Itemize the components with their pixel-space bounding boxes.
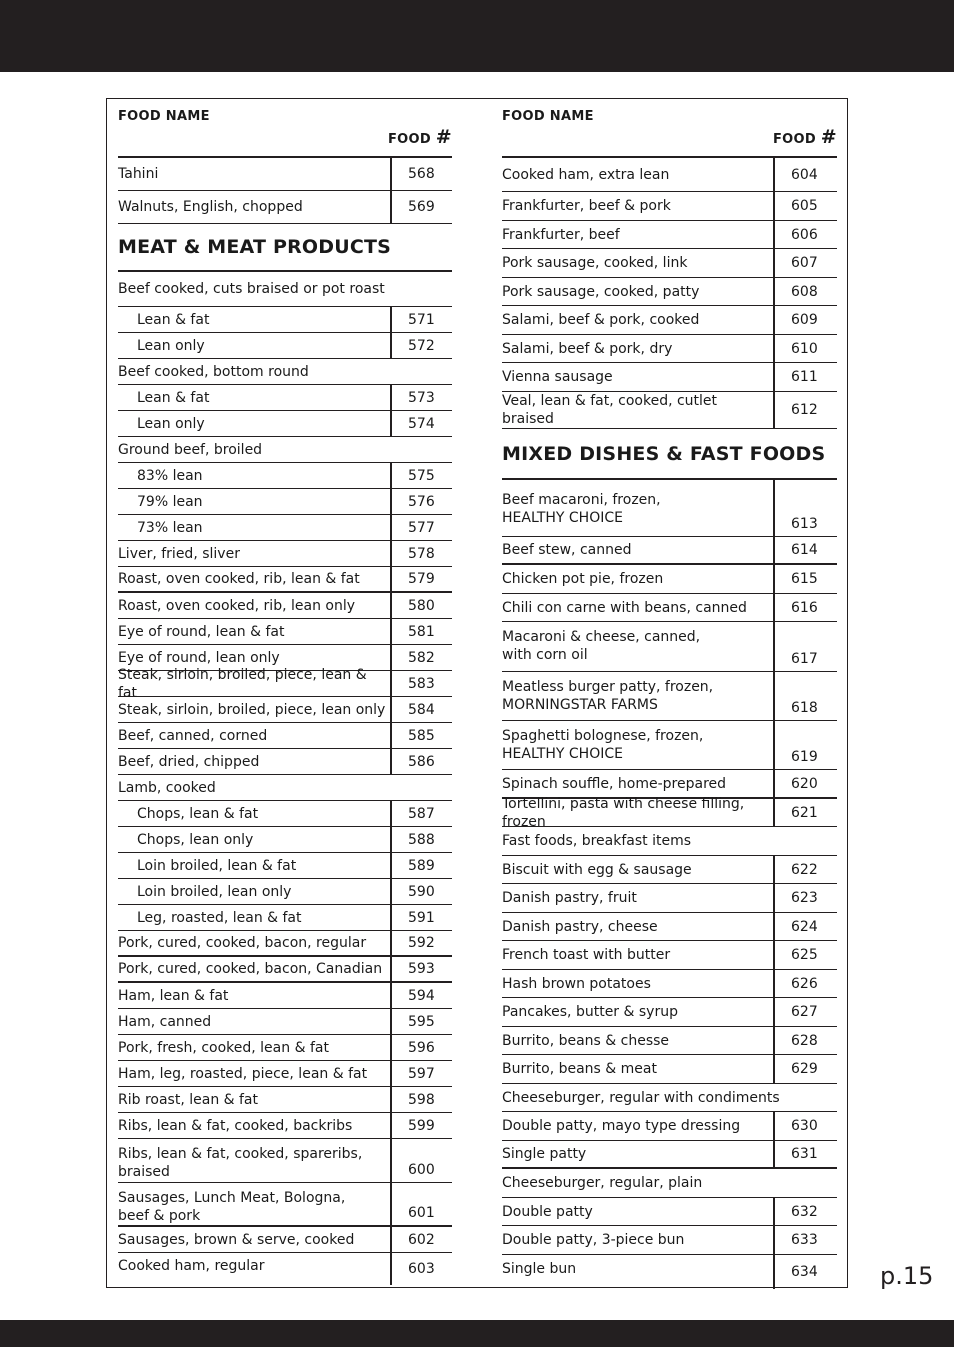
table-row: Roast, oven cooked, rib, lean only 580 bbox=[118, 593, 452, 619]
food-name-heading: FOOD NAME bbox=[502, 109, 594, 124]
table-row: Beef, canned, corned 585 bbox=[118, 723, 452, 749]
table-row: Eye of round, lean only 582 bbox=[118, 645, 452, 671]
table-row: Pork sausage, cooked, patty 608 bbox=[502, 278, 837, 306]
table-row: Sausages, brown & serve, cooked 602 bbox=[118, 1227, 452, 1253]
food-name-heading: FOOD NAME bbox=[118, 109, 210, 124]
table-row: Lean only 572 bbox=[118, 333, 452, 359]
table-row: Chili con carne with beans, canned 616 bbox=[502, 594, 837, 622]
table-row: Burrito, beans & meat 629 bbox=[502, 1055, 837, 1084]
table-row: Beef macaroni, frozen, HEALTHY CHOICE 613 bbox=[502, 480, 837, 537]
table-row: Ham, leg, roasted, piece, lean & fat 597 bbox=[118, 1061, 452, 1087]
table-row: Pancakes, butter & syrup 627 bbox=[502, 998, 837, 1027]
bottom-bar bbox=[0, 1320, 954, 1347]
table-row: Beef, dried, chipped 586 bbox=[118, 749, 452, 775]
category-row: Lamb, cooked bbox=[118, 775, 452, 801]
table-row: Ham, canned 595 bbox=[118, 1009, 452, 1035]
column-header bbox=[502, 98, 837, 158]
section-title-meat: MEAT & MEAT PRODUCTS bbox=[118, 224, 452, 272]
table-row: Pork, cured, cooked, bacon, Canadian 593 bbox=[118, 957, 452, 983]
table-row: Rib roast, lean & fat 598 bbox=[118, 1087, 452, 1113]
table-row: Cooked ham, regular 603 bbox=[118, 1253, 452, 1279]
table-row: Biscuit with egg & sausage 622 bbox=[502, 856, 837, 884]
table-row: Loin broiled, lean only 590 bbox=[118, 879, 452, 905]
table-row: Leg, roasted, lean & fat 591 bbox=[118, 905, 452, 931]
table-row: Chops, lean only 588 bbox=[118, 827, 452, 853]
category-row: Ground beef, broiled bbox=[118, 437, 452, 463]
table-row: Chops, lean & fat 587 bbox=[118, 801, 452, 827]
table-row: Liver, fried, sliver 578 bbox=[118, 541, 452, 567]
table-row: Ham, lean & fat 594 bbox=[118, 983, 452, 1009]
table-row: Double patty 632 bbox=[502, 1198, 837, 1226]
table-row: Pork, fresh, cooked, lean & fat 596 bbox=[118, 1035, 452, 1061]
table-row: Tortellini, pasta with cheese filling, frozen 621 bbox=[502, 799, 837, 827]
table-row: Pork sausage, cooked, link 607 bbox=[502, 249, 837, 278]
food-number-heading: FOOD # bbox=[387, 126, 452, 148]
table-row: Steak, sirloin, broiled, piece, lean only 584 bbox=[118, 697, 452, 723]
table-row: Veal, lean & fat, cooked, cutlet braised 612 bbox=[502, 392, 837, 429]
table-row: Spaghetti bolognese, frozen, HEALTHY CHOICE 619 bbox=[502, 721, 837, 770]
table-row: Cooked ham, extra lean 604 bbox=[502, 158, 837, 192]
table-row: Walnuts, English, chopped 569 bbox=[118, 191, 452, 224]
table-row: Eye of round, lean & fat 581 bbox=[118, 619, 452, 645]
table-row: Lean & fat 571 bbox=[118, 307, 452, 333]
section-title-mixed: MIXED DISHES & FAST FOODS bbox=[502, 429, 837, 480]
table-row: Frankfurter, beef & pork 605 bbox=[502, 192, 837, 221]
table-row: Double patty, mayo type dressing 630 bbox=[502, 1112, 837, 1141]
table-row: Double patty, 3-piece bun 633 bbox=[502, 1226, 837, 1255]
left-column bbox=[118, 98, 452, 1279]
table-row: Danish pastry, fruit 623 bbox=[502, 884, 837, 913]
table-row: Burrito, beans & chesse 628 bbox=[502, 1027, 837, 1055]
table-row: Steak, sirloin, broiled, piece, lean & fat 583 bbox=[118, 671, 452, 697]
category-row: Cheeseburger, regular, plain bbox=[502, 1169, 837, 1198]
table-row: 73% lean 577 bbox=[118, 515, 452, 541]
top-bar bbox=[0, 0, 954, 72]
table-row: Meatless burger patty, frozen, MORNINGSTAR FARMS 618 bbox=[502, 672, 837, 721]
table-row: Frankfurter, beef 606 bbox=[502, 221, 837, 249]
category-row: Cheeseburger, regular with condiments bbox=[502, 1084, 837, 1112]
table-row: Lean only 574 bbox=[118, 411, 452, 437]
page-number: p.15 bbox=[880, 1262, 934, 1290]
table-row: 79% lean 576 bbox=[118, 489, 452, 515]
table-row: 83% lean 575 bbox=[118, 463, 452, 489]
category-row: Beef cooked, cuts braised or pot roast bbox=[118, 272, 452, 307]
food-number-heading: FOOD # bbox=[772, 126, 837, 148]
right-column bbox=[502, 98, 837, 1283]
table-row: Loin broiled, lean & fat 589 bbox=[118, 853, 452, 879]
table-row: Pork, cured, cooked, bacon, regular 592 bbox=[118, 931, 452, 957]
category-row: Fast foods, breakfast items bbox=[502, 827, 837, 856]
table-row: Tahini 568 bbox=[118, 158, 452, 191]
table-row: Spinach souffle, home-prepared 620 bbox=[502, 770, 837, 799]
table-row: Ribs, lean & fat, cooked, spareribs, braised 600 bbox=[118, 1139, 452, 1183]
table-row: Salami, beef & pork, cooked 609 bbox=[502, 306, 837, 335]
table-row: French toast with butter 625 bbox=[502, 941, 837, 970]
table-row: Single patty 631 bbox=[502, 1141, 837, 1169]
table-row: Sausages, Lunch Meat, Bologna, beef & pork 601 bbox=[118, 1183, 452, 1227]
category-row: Beef cooked, bottom round bbox=[118, 359, 452, 385]
table-row: Single bun 634 bbox=[502, 1255, 837, 1283]
table-row: Lean & fat 573 bbox=[118, 385, 452, 411]
table-row: Vienna sausage 611 bbox=[502, 363, 837, 392]
table-row: Chicken pot pie, frozen 615 bbox=[502, 565, 837, 594]
table-row: Beef stew, canned 614 bbox=[502, 537, 837, 565]
table-row: Macaroni & cheese, canned, with corn oil 617 bbox=[502, 622, 837, 672]
table-row: Danish pastry, cheese 624 bbox=[502, 913, 837, 941]
column-header bbox=[118, 98, 452, 158]
table-row: Roast, oven cooked, rib, lean & fat 579 bbox=[118, 567, 452, 593]
table-row: Ribs, lean & fat, cooked, backribs 599 bbox=[118, 1113, 452, 1139]
table-row: Hash brown potatoes 626 bbox=[502, 970, 837, 998]
table-row: Salami, beef & pork, dry 610 bbox=[502, 335, 837, 363]
